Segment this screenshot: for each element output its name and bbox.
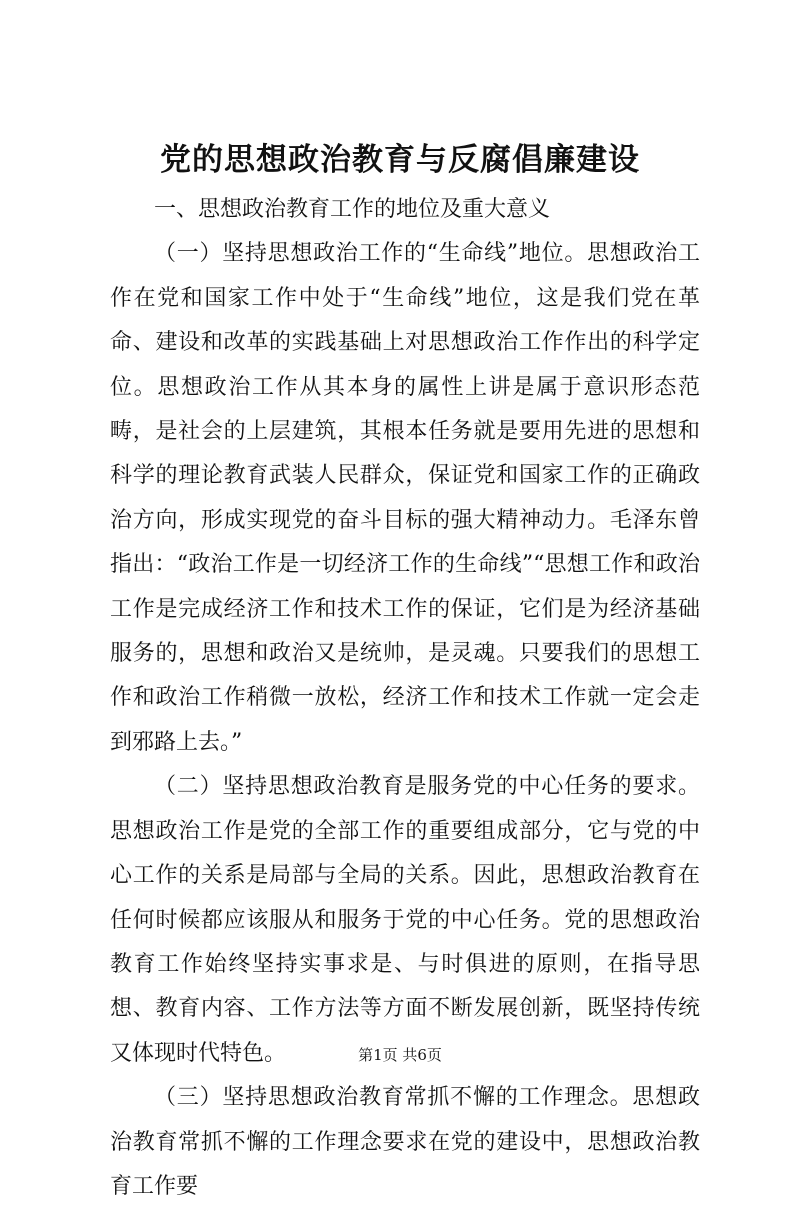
body-paragraph: （三）坚持思想政治教育常抓不懈的工作理念。思想政治教育常抓不懈的工作理念要求在党的建设中，思想政治教育工作要 [110,1085,700,1199]
document-title: 党的思想政治教育与反腐倡廉建设 [160,142,640,178]
section-heading: 一、思想政治教育工作的地位及重大意义 [154,197,551,222]
body-paragraph: （二）坚持思想政治教育是服务党的中心任务的要求。思想政治工作是党的全部工作的重要组成部分，它与党的中心工作的关系是局部与全局的关系。因此，思想政治教育在任何时候都应该服从和服务于党的中心任务。党的思想政治教育工作始终坚持实事求是、与时俱进的原则，在指导思想、教育内容、工作方法等方面不断发展创新，既坚持传统又体现时代特色。 [110,774,700,1066]
page-number-footer: 第1页 共6页 [358,1046,442,1064]
body-paragraph: （一）坚持思想政治工作的“生命线”地位。思想政治工作在党和国家工作中处于“生命线”地位，这是我们党在革命、建设和改革的实践基础上对思想政治工作作出的科学定位。思想政治工作从其本身的属性上讲是属于意识形态范畴，是社会的上层建筑，其根本任务就是要用先进的思想和科学的理论教育武装人民群众，保证党和国家工作的正确政治方向，形成实现党的奋斗目标的强大精神动力。毛泽东曾指出：“政治工作是一切经济工作的生命线”“思想工作和政治工作是完成经济工作和技术工作的保证，它们是为经济基础服务的，思想和政治又是统帅，是灵魂。只要我们的思想工作和政治工作稍微一放松，经济工作和技术工作就一定会走到邪路上去。” [110,241,700,755]
